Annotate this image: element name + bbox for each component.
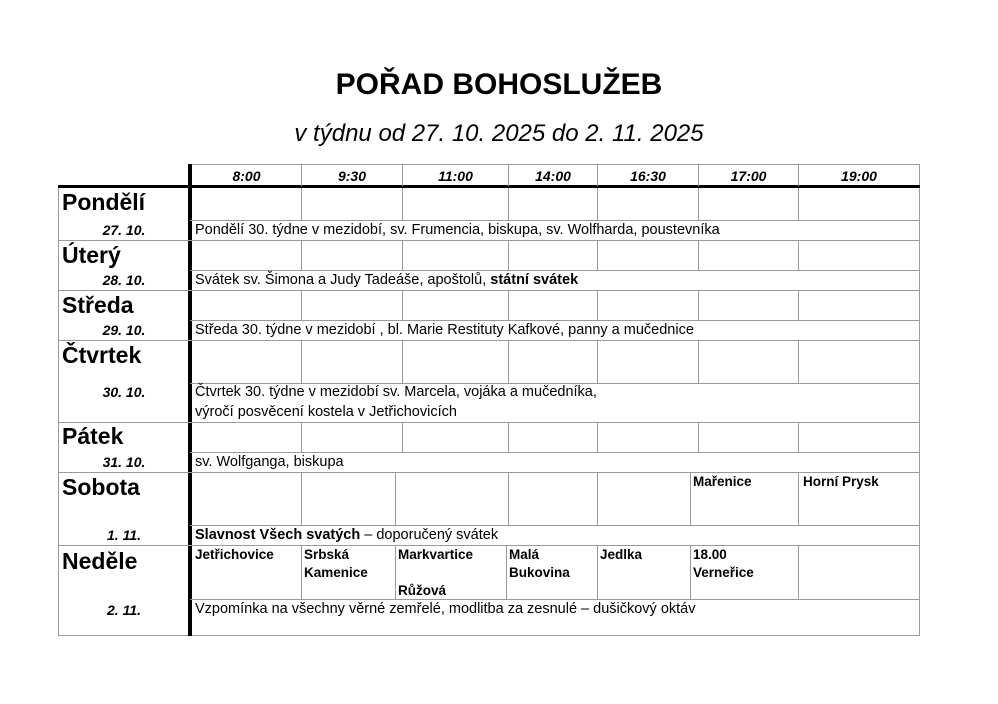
slot-19-00: Horní Prysk — [803, 474, 879, 489]
day-date: 1. 11. — [107, 527, 141, 543]
col-divider — [301, 422, 302, 452]
col-divider — [698, 240, 699, 270]
time-header: 17:00 — [730, 168, 767, 184]
day-date: 31. 10. — [102, 454, 146, 470]
col-divider — [508, 290, 509, 320]
col-divider — [402, 340, 403, 383]
day-divider — [58, 545, 920, 546]
day-note: Čtvrtek 30. týdne v mezidobí sv. Marcela, vojáka a mučedníka, — [195, 384, 597, 400]
slot-14-00: Malá — [509, 547, 540, 562]
col-divider — [508, 240, 509, 270]
slot-11-00-line3: Růžová — [398, 583, 447, 598]
col-divider — [798, 545, 799, 599]
col-divider — [798, 188, 799, 220]
time-header: 11:00 — [438, 168, 473, 184]
col-divider — [395, 472, 396, 525]
time-header: 16:30 — [630, 168, 666, 184]
col-divider — [798, 422, 799, 452]
day-name: Pondělí — [62, 189, 146, 215]
col-divider — [508, 188, 509, 220]
schedule-table — [58, 164, 920, 636]
slot-17-00-line2: Verneřice — [693, 565, 754, 580]
col-divider — [798, 472, 799, 525]
col-divider — [597, 545, 598, 599]
col-divider — [597, 422, 598, 452]
slot-8-00: Jetřichovice — [195, 547, 274, 562]
col-divider — [301, 340, 302, 383]
col-divider — [690, 472, 691, 525]
day-note: Středa 30. týdne v mezidobí , bl. Marie Restituty Kafkové, panny a mučednice — [195, 322, 694, 338]
col-divider — [597, 472, 598, 525]
col-divider — [508, 472, 509, 525]
col-divider — [597, 290, 598, 320]
slot-9-30: Srbská — [304, 547, 350, 562]
col-divider — [597, 188, 598, 220]
day-note: Pondělí 30. týdne v mezidobí, sv. Frumencia, biskupa, sv. Wolfharda, poustevníka — [195, 222, 720, 238]
col-divider — [698, 422, 699, 452]
time-header: 14:00 — [535, 168, 571, 184]
col-divider — [506, 545, 507, 599]
day-date: 29. 10. — [102, 322, 146, 338]
col-divider — [508, 422, 509, 452]
col-divider — [597, 240, 598, 270]
day-name: Čtvrtek — [62, 342, 142, 368]
note-text: Svátek sv. Šimona a Judy Tadeáše, apoštolů, — [195, 272, 491, 288]
table-right-border — [919, 164, 920, 636]
slot-9-30-line2: Kamenice — [304, 565, 368, 580]
col-divider — [402, 240, 403, 270]
col-divider — [402, 290, 403, 320]
day-divider — [58, 240, 920, 241]
day-divider — [58, 422, 920, 423]
note-text: – doporučený svátek — [360, 527, 499, 543]
col-divider — [597, 340, 598, 383]
day-date: 27. 10. — [102, 222, 146, 238]
slot-14-00-line2: Bukovina — [509, 565, 570, 580]
col-divider — [798, 340, 799, 383]
day-name: Pátek — [62, 423, 124, 449]
page-subtitle: v týdnu od 27. 10. 2025 do 2. 11. 2025 — [294, 120, 704, 147]
time-header: 19:00 — [841, 168, 877, 184]
day-date: 2. 11. — [107, 602, 141, 618]
col-divider — [301, 545, 302, 599]
col-divider — [301, 188, 302, 220]
day-note: sv. Wolfganga, biskupa — [195, 454, 344, 470]
note-bold: státní svátek — [490, 272, 579, 288]
col-divider — [402, 188, 403, 220]
page-title: POŘAD BOHOSLUŽEB — [335, 68, 663, 101]
slot-16-30: Jedlka — [600, 547, 643, 562]
col-divider — [798, 290, 799, 320]
day-note: Vzpomínka na všechny věrné zemřelé, modlitba za zesnulé – dušičkový oktáv — [195, 601, 696, 617]
slot-11-00: Markvartice — [398, 547, 474, 562]
col-divider — [395, 545, 396, 599]
col-divider — [698, 188, 699, 220]
col-divider — [301, 240, 302, 270]
col-divider — [698, 290, 699, 320]
note-bold: Slavnost Všech svatých — [195, 527, 361, 543]
day-divider — [58, 340, 920, 341]
day-note-line2: výročí posvěcení kostela v Jetřichovicích — [195, 404, 457, 420]
table-left-border — [58, 186, 59, 636]
col-divider — [402, 422, 403, 452]
day-name: Středa — [62, 292, 134, 318]
col-divider — [301, 290, 302, 320]
time-header: 9:30 — [337, 168, 367, 184]
col-divider — [690, 545, 691, 599]
day-date: 30. 10. — [102, 384, 146, 400]
col-divider — [698, 340, 699, 383]
slot-17-00: Mařenice — [693, 474, 752, 489]
col-divider — [798, 240, 799, 270]
day-note — [195, 271, 578, 289]
day-name: Sobota — [62, 474, 140, 500]
day-name: Úterý — [62, 242, 121, 268]
time-header: 8:00 — [232, 168, 261, 184]
day-date: 28. 10. — [102, 272, 146, 288]
day-name: Neděle — [62, 548, 138, 574]
col-divider — [508, 340, 509, 383]
slot-17-00: 18.00 — [693, 547, 727, 562]
table-top-border — [190, 164, 920, 165]
day-note — [195, 526, 498, 544]
col-divider — [301, 472, 302, 525]
day-divider — [58, 472, 920, 473]
day-divider — [58, 290, 920, 291]
